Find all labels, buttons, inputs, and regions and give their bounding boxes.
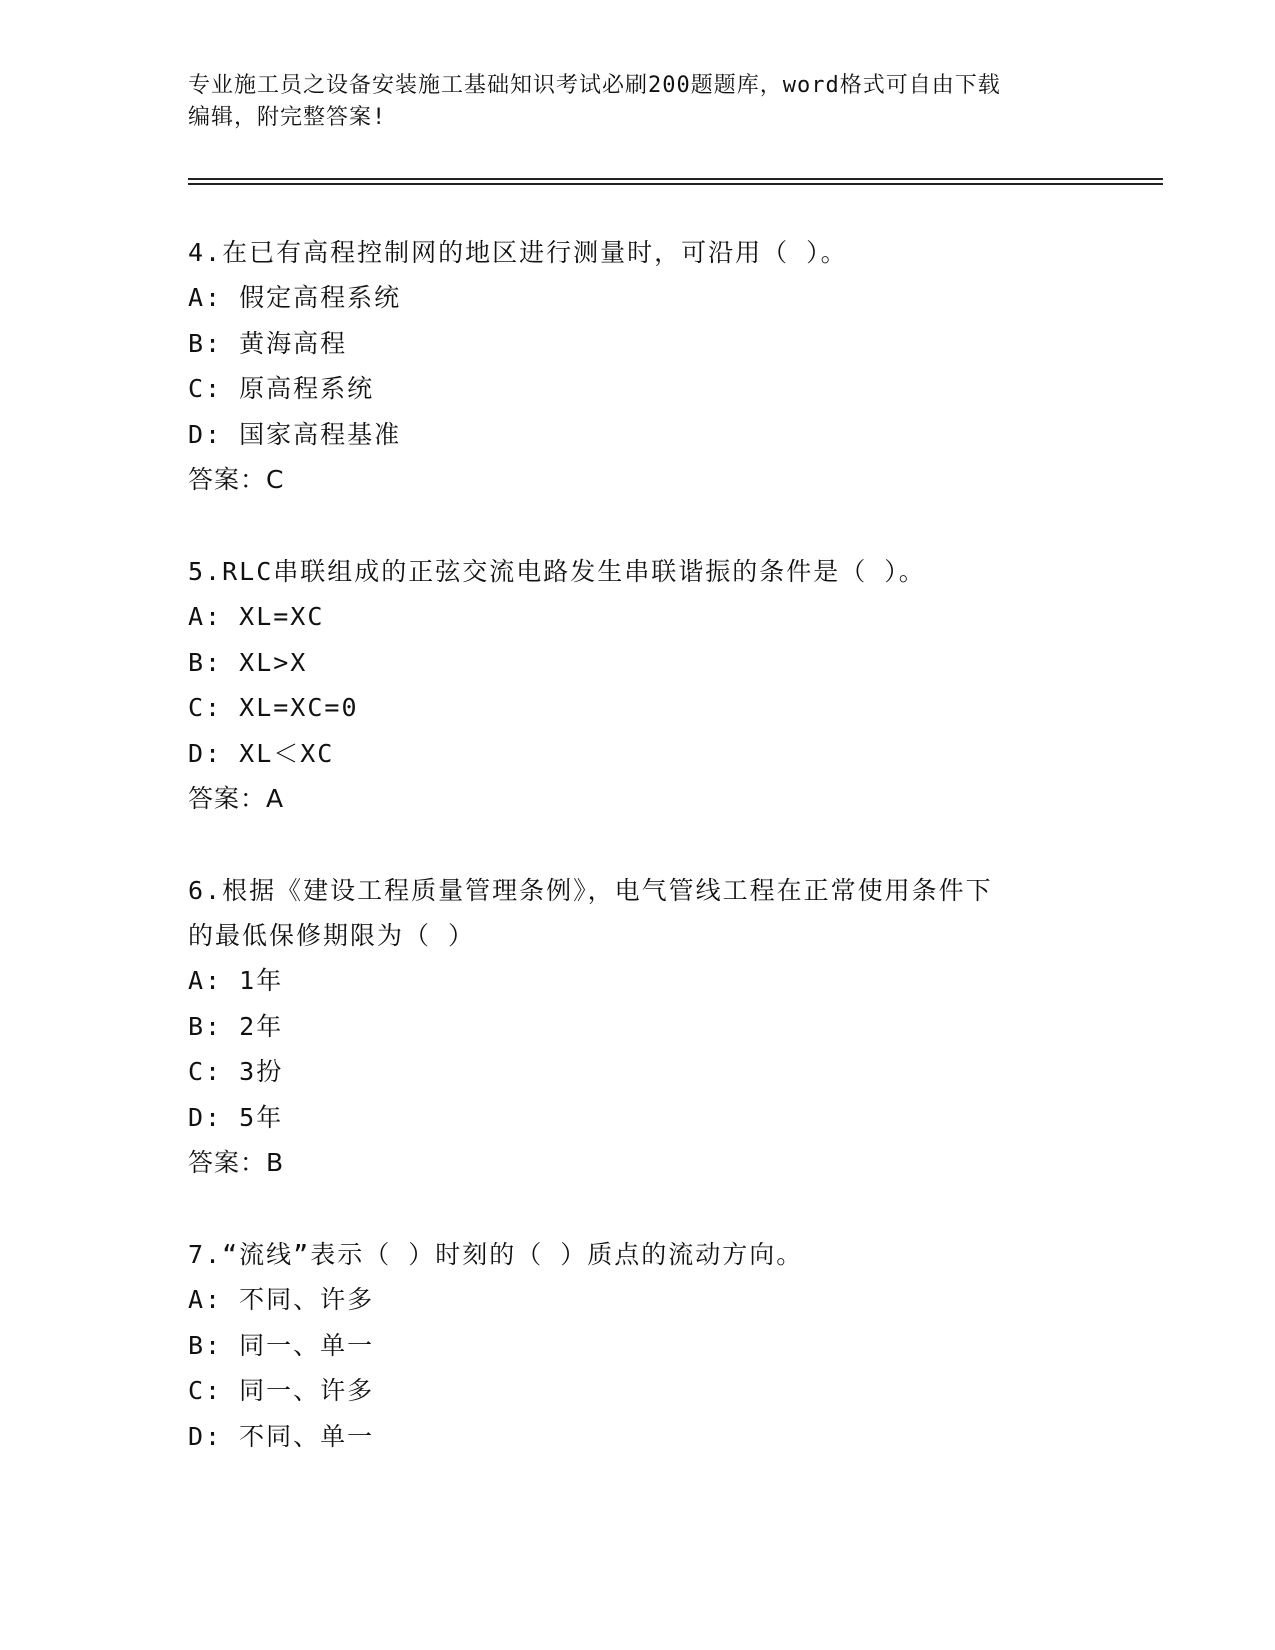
option-a: A: 不同、许多 — [188, 1285, 375, 1314]
option-b: B: XL>X — [188, 647, 308, 677]
option-b: B: 同一、单一 — [188, 1330, 375, 1360]
question-text-line-2: 的最低保修期限为（ ） — [188, 921, 476, 950]
question-5 — [188, 549, 1088, 822]
header-divider-bottom — [188, 183, 1163, 185]
header-divider-top — [188, 178, 1163, 180]
question-text: 5.RLC串联组成的正弦交流电路发生串联谐振的条件是（ ）。 — [188, 557, 926, 586]
question-text: 4.在已有高程控制网的地区进行测量时，可沿用（ ）。 — [188, 238, 848, 267]
question-6 — [188, 868, 1088, 1186]
option-d: D: XL＜XC — [188, 738, 335, 768]
header-line-2: 编辑，附完整答案! — [188, 105, 387, 130]
answer: 答案：A — [188, 784, 285, 813]
question-4 — [188, 230, 1088, 503]
option-b: B: 黄海高程 — [188, 328, 348, 358]
option-c: C: 原高程系统 — [188, 374, 375, 403]
answer: 答案：B — [188, 1148, 285, 1177]
question-text: 7.“流线”表示（ ）时刻的（ ）质点的流动方向。 — [188, 1240, 804, 1269]
question-text-line-1: 6.根据《建设工程质量管理条例》，电气管线工程在正常使用条件下 — [188, 876, 993, 905]
question-7 — [188, 1232, 1088, 1459]
option-c: C: 同一、许多 — [188, 1376, 375, 1405]
option-d: D: 不同、单一 — [188, 1421, 375, 1451]
option-b: B: 2年 — [188, 1011, 284, 1041]
document-header — [188, 70, 1068, 134]
option-d: D: 5年 — [188, 1102, 284, 1132]
option-a: A: 假定高程系统 — [188, 283, 402, 312]
option-c: C: XL=XC=0 — [188, 693, 359, 722]
header-line-1: 专业施工员之设备安装施工基础知识考试必刷200题题库，word格式可自由下载 — [188, 73, 1001, 98]
option-d: D: 国家高程基准 — [188, 419, 402, 449]
question-list — [188, 230, 1088, 1505]
option-a: A: XL=XC — [188, 602, 325, 631]
answer: 答案：C — [188, 465, 285, 494]
option-a: A: 1年 — [188, 966, 284, 995]
option-c: C: 3扮 — [188, 1057, 284, 1086]
